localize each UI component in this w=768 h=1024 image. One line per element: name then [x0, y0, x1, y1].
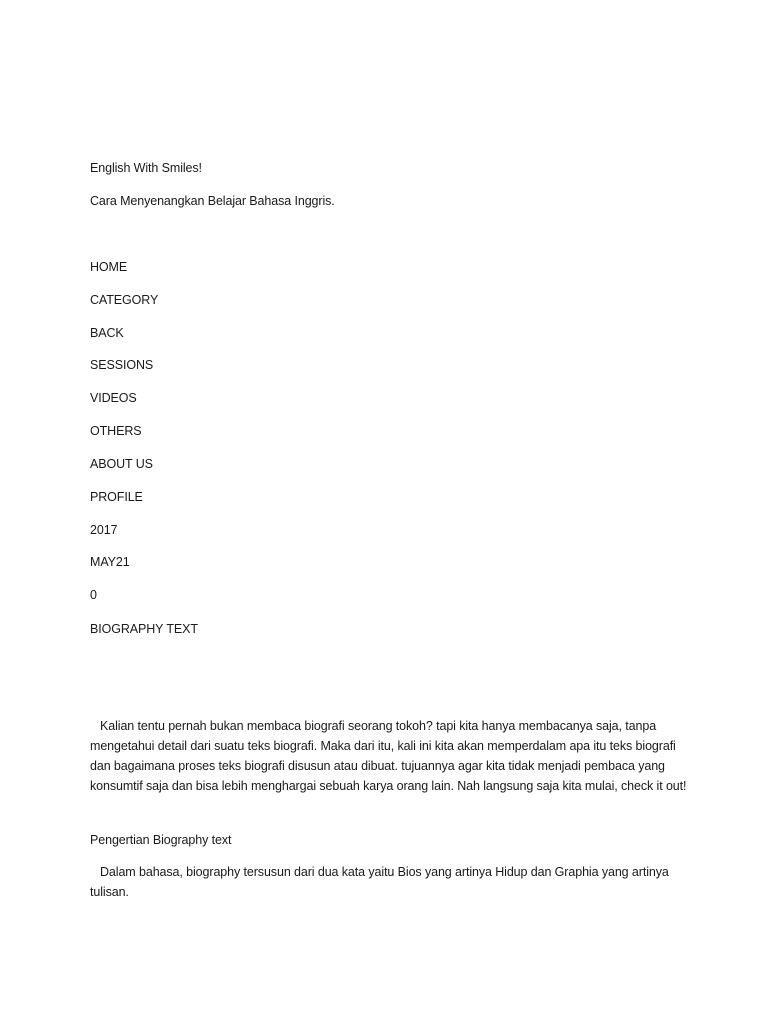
post-date: MAY21 — [90, 555, 130, 569]
section-heading: Pengertian Biography text — [90, 833, 232, 847]
menu-item-sessions[interactable]: SESSIONS — [90, 358, 154, 372]
menu-item-about-us[interactable]: ABOUT US — [90, 457, 153, 471]
menu-item-category[interactable]: CATEGORY — [90, 293, 159, 307]
menu-item-home[interactable]: HOME — [90, 260, 128, 274]
site-title: English With Smiles! — [90, 161, 202, 175]
menu-item-others[interactable]: OTHERS — [90, 424, 142, 438]
site-tagline: Cara Menyenangkan Belajar Bahasa Inggris. — [90, 194, 335, 208]
post-year: 2017 — [90, 523, 118, 537]
comment-count: 0 — [90, 588, 97, 602]
article-title: BIOGRAPHY TEXT — [90, 622, 198, 636]
section-body-text: Dalam bahasa, biography tersusun dari dua kata yaitu Bios yang artinya Hidup dan Graphia yang artinya tulisan. — [90, 865, 669, 899]
menu-item-back[interactable]: BACK — [90, 326, 124, 340]
article-intro-text: Kalian tentu pernah bukan membaca biografi seorang tokoh? tapi kita hanya membacanya saja, tanpa mengetahui detail dari suatu teks biografi. Maka dari itu, kali ini kita akan memperdalam apa itu teks biografi dan bagaimana proses teks biografi disusun atau dibuat. tujuannya agar kita tidak menjadi pembaca yang konsumtif saja dan bisa lebih menghargai sebuah karya orang lain. Nah langsung saja kita mulai, check it out! — [90, 719, 687, 793]
menu-item-videos[interactable]: VIDEOS — [90, 391, 137, 405]
section-body-paragraph — [90, 862, 690, 902]
menu-item-profile[interactable]: PROFILE — [90, 490, 143, 504]
article-intro-paragraph — [90, 716, 690, 796]
